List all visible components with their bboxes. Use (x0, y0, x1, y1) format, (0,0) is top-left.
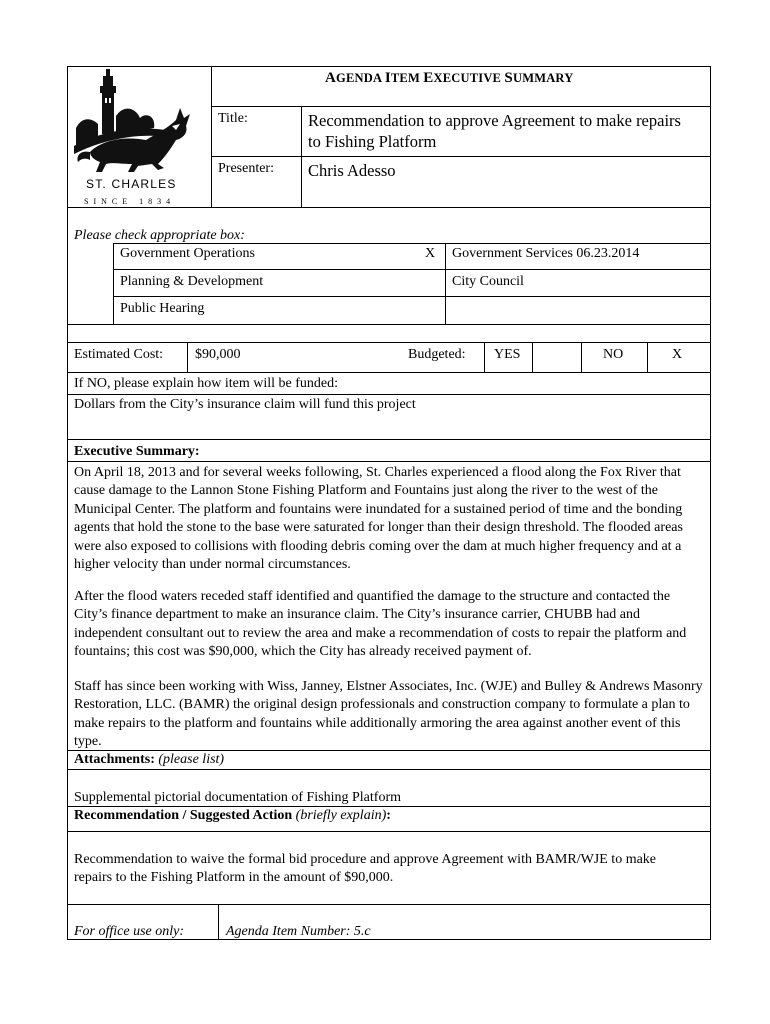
logo-city-name: ST. CHARLES (86, 177, 177, 191)
title-value: Recommendation to approve Agreement to make repairs to Fishing Platform (308, 111, 681, 151)
executive-summary-heading: Executive Summary: (74, 444, 200, 459)
option-public-hearing: Public Hearing (120, 301, 205, 316)
divider (211, 106, 711, 107)
divider (113, 243, 114, 324)
option-government-services: Government Services 06.23.2014 (452, 246, 640, 261)
budgeted-no-label: NO (603, 347, 624, 362)
divider (301, 106, 302, 208)
box-mark-government-services[interactable]: X (425, 246, 436, 261)
divider (211, 66, 212, 208)
divider (113, 296, 711, 297)
divider (187, 342, 188, 373)
option-government-operations: Government Operations (120, 246, 255, 261)
divider (67, 461, 711, 462)
attachments-heading: Attachments: (please list) (74, 752, 225, 767)
estimated-cost-label: Estimated Cost: (74, 347, 164, 362)
executive-summary-paragraph-1: On April 18, 2013 and for several weeks following, St. Charles experienced a flood along the Fox River that cause damage to the Lannon Stone Fishing Platform and Fountains just along the river to the west of the Municipal Center. The platform and fountains were inundated for a sustained period of time and the bonding agents that hold the stone to the base were saturated for longer than their design threshold. The flooded areas were also exposed to collisions with flooding debris coming over the dam at much higher frequency and at a higher velocity than under normal circumstances. (74, 465, 683, 573)
funding-answer: Dollars from the City’s insurance claim will fund this project (74, 397, 416, 412)
divider (113, 269, 711, 270)
divider (647, 342, 648, 373)
divider (218, 904, 219, 940)
divider (67, 439, 711, 440)
budgeted-label: Budgeted: (408, 347, 466, 362)
option-city-council: City Council (452, 274, 524, 289)
divider (211, 156, 711, 157)
funding-question: If NO, please explain how item will be funded: (74, 376, 338, 391)
budgeted-yes-label: YES (494, 347, 521, 362)
estimated-cost-value: $90,000 (195, 347, 241, 362)
table-border-right (710, 66, 711, 940)
option-planning-development: Planning & Development (120, 274, 264, 289)
page-title: AGENDA ITEM EXECUTIVE SUMMARY (325, 70, 574, 86)
presenter-label: Presenter: (218, 161, 274, 176)
budgeted-no-mark[interactable]: X (672, 347, 683, 362)
divider (484, 342, 485, 373)
divider (67, 904, 711, 905)
executive-summary-paragraph-3: Staff has since been working with Wiss, Janney, Elstner Associates, Inc. (WJE) and Bulley & Andrews Masonry Restoration, LLC. (BAMR) the original design professionals and construction company to formulate a plan to make repairs to the platform and fountains while additionally armoring the area against another event of this type. (74, 679, 703, 750)
table-border-top (67, 66, 711, 67)
check-box-prompt: Please check appropriate box: (74, 228, 245, 243)
divider (581, 342, 582, 373)
divider (67, 372, 711, 373)
divider (445, 243, 446, 324)
recommendation-heading: Recommendation / Suggested Action (briefly explain): (74, 808, 391, 823)
divider (67, 324, 711, 325)
attachment-item: Supplemental pictorial documentation of Fishing Platform (74, 790, 402, 805)
executive-summary-paragraph-2: After the flood waters receded staff identified and quantified the damage to the structure and contacted the City’s finance department to make an insurance claim. The City’s insurance carrier, CHUBB had and independent consultant out to review the area and make a recommendation of costs to repair the platform and fountains; this cost was $90,000, which the City has already received payment of. (74, 589, 687, 660)
table-border-left (67, 66, 68, 940)
logo-since: SINCE 1834 (84, 197, 176, 206)
recommendation-text: Recommendation to waive the formal bid procedure and approve Agreement with BAMR/WJE to make repairs to the Fishing Platform in the amount of $90,000. (74, 852, 657, 886)
divider (67, 342, 711, 343)
divider (67, 831, 711, 832)
title-label: Title: (218, 111, 248, 126)
presenter-value: Chris Adesso (308, 161, 396, 180)
divider (532, 342, 533, 373)
divider (67, 394, 711, 395)
agenda-item-number: Agenda Item Number: 5.c (226, 924, 371, 939)
divider (67, 806, 711, 807)
office-use-label: For office use only: (74, 924, 185, 939)
divider (67, 769, 711, 770)
